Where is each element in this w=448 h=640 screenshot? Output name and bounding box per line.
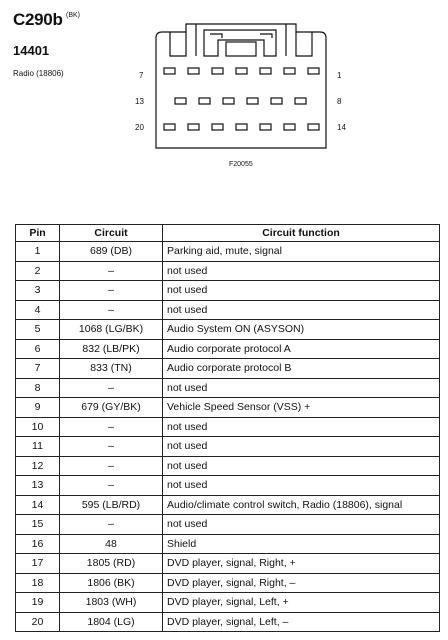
table-header-row <box>16 225 440 242</box>
latch-notch-right <box>260 34 272 38</box>
pin-label-7: 7 <box>139 71 144 80</box>
pin-cavity <box>188 68 199 74</box>
circuit-function-cell: not used <box>163 515 440 535</box>
circuit-function-cell: not used <box>163 378 440 398</box>
pin-cavity <box>284 68 295 74</box>
circuit-function-cell: DVD player, signal, Right, – <box>163 573 440 593</box>
pin-label-8: 8 <box>337 97 342 106</box>
latch-button <box>226 42 256 56</box>
pin-cavity <box>284 124 295 130</box>
circuit-cell: – <box>60 437 163 457</box>
pin-label-14: 14 <box>337 123 346 132</box>
housing-tab-right <box>296 32 312 56</box>
header-circuit: Circuit <box>60 225 163 242</box>
component-description: Radio (18806) <box>13 69 64 78</box>
pin-cavity <box>223 98 234 104</box>
table-row <box>16 378 440 398</box>
pin-label-1: 1 <box>337 71 342 80</box>
table-row <box>16 495 440 515</box>
header-circuit-function: Circuit function <box>163 225 440 242</box>
circuit-function-cell: not used <box>163 476 440 496</box>
pin-cell: 13 <box>16 476 60 496</box>
circuit-cell: 689 (DB) <box>60 242 163 262</box>
circuit-cell: 1806 (BK) <box>60 573 163 593</box>
pin-cell: 12 <box>16 456 60 476</box>
circuit-cell: 833 (TN) <box>60 359 163 379</box>
pin-cell: 14 <box>16 495 60 515</box>
circuit-cell: 48 <box>60 534 163 554</box>
pin-cavity <box>308 68 319 74</box>
pin-cell: 9 <box>16 398 60 418</box>
pin-label-20: 20 <box>135 123 144 132</box>
pin-cell: 19 <box>16 593 60 613</box>
pin-cell: 10 <box>16 417 60 437</box>
pin-cavity <box>212 68 223 74</box>
circuit-cell: – <box>60 417 163 437</box>
header-pin: Pin <box>16 225 60 242</box>
table-row <box>16 456 440 476</box>
pin-cavity <box>164 68 175 74</box>
circuit-cell: – <box>60 476 163 496</box>
connector-face-diagram <box>0 0 448 190</box>
circuit-function-cell: Audio corporate protocol A <box>163 339 440 359</box>
table-row <box>16 242 440 262</box>
circuit-function-cell: Parking aid, mute, signal <box>163 242 440 262</box>
circuit-cell: – <box>60 281 163 301</box>
pin-cell: 6 <box>16 339 60 359</box>
table-row <box>16 398 440 418</box>
circuit-cell: 595 (LB/RD) <box>60 495 163 515</box>
pin-cell: 4 <box>16 300 60 320</box>
circuit-function-cell: DVD player, signal, Right, + <box>163 554 440 574</box>
circuit-cell: 679 (GY/BK) <box>60 398 163 418</box>
pin-cavity <box>188 124 199 130</box>
latch-notch-left <box>210 34 222 38</box>
circuit-function-cell: not used <box>163 437 440 457</box>
circuit-cell: 1804 (LG) <box>60 612 163 632</box>
pin-cavity <box>308 124 319 130</box>
pin-label-13: 13 <box>135 97 144 106</box>
circuit-function-cell: not used <box>163 281 440 301</box>
table-row <box>16 612 440 632</box>
table-row <box>16 339 440 359</box>
circuit-function-cell: Audio System ON (ASYSON) <box>163 320 440 340</box>
circuit-cell: 832 (LB/PK) <box>60 339 163 359</box>
table-row <box>16 573 440 593</box>
housing-tab-left <box>170 32 186 56</box>
circuit-function-cell: DVD player, signal, Left, + <box>163 593 440 613</box>
circuit-cell: 1803 (WH) <box>60 593 163 613</box>
circuit-function-cell: DVD player, signal, Left, – <box>163 612 440 632</box>
pin-cavity <box>164 124 175 130</box>
table-row <box>16 359 440 379</box>
circuit-function-cell: Vehicle Speed Sensor (VSS) + <box>163 398 440 418</box>
pin-cavity <box>212 124 223 130</box>
pin-cell: 18 <box>16 573 60 593</box>
table-row <box>16 437 440 457</box>
circuit-cell: 1805 (RD) <box>60 554 163 574</box>
pin-cavity <box>295 98 306 104</box>
circuit-cell: 1068 (LG/BK) <box>60 320 163 340</box>
pin-cell: 20 <box>16 612 60 632</box>
table-row <box>16 593 440 613</box>
circuit-cell: – <box>60 300 163 320</box>
pin-cell: 11 <box>16 437 60 457</box>
table-row <box>16 417 440 437</box>
part-number: 14401 <box>13 43 50 58</box>
pin-cell: 3 <box>16 281 60 301</box>
pin-cavity <box>260 124 271 130</box>
circuit-cell: – <box>60 261 163 281</box>
circuit-function-cell: not used <box>163 261 440 281</box>
pin-cavity <box>175 98 186 104</box>
pinout-table <box>15 224 440 632</box>
pin-cavity <box>260 68 271 74</box>
table-row <box>16 261 440 281</box>
pin-cell: 7 <box>16 359 60 379</box>
connector-color: (BK) <box>66 12 80 19</box>
circuit-function-cell: not used <box>163 417 440 437</box>
table-row <box>16 554 440 574</box>
table-row <box>16 320 440 340</box>
circuit-function-cell: Shield <box>163 534 440 554</box>
table-row <box>16 515 440 535</box>
circuit-cell: – <box>60 456 163 476</box>
circuit-function-cell: not used <box>163 456 440 476</box>
pin-cell: 8 <box>16 378 60 398</box>
circuit-function-cell: Audio corporate protocol B <box>163 359 440 379</box>
circuit-function-cell: not used <box>163 300 440 320</box>
figure-code: F20055 <box>229 161 253 168</box>
pin-cell: 17 <box>16 554 60 574</box>
table-row <box>16 534 440 554</box>
pin-cavity <box>271 98 282 104</box>
table-row <box>16 281 440 301</box>
pin-cavity <box>236 68 247 74</box>
pin-cell: 1 <box>16 242 60 262</box>
pin-cell: 16 <box>16 534 60 554</box>
circuit-cell: – <box>60 378 163 398</box>
connector-id: C290b <box>13 10 63 29</box>
pin-cell: 15 <box>16 515 60 535</box>
table-row <box>16 476 440 496</box>
pin-cavity <box>247 98 258 104</box>
circuit-function-cell: Audio/climate control switch, Radio (18806), signal <box>163 495 440 515</box>
pin-cavity <box>236 124 247 130</box>
table-row <box>16 300 440 320</box>
pin-cell: 2 <box>16 261 60 281</box>
circuit-cell: – <box>60 515 163 535</box>
pin-cavity <box>199 98 210 104</box>
pin-cell: 5 <box>16 320 60 340</box>
